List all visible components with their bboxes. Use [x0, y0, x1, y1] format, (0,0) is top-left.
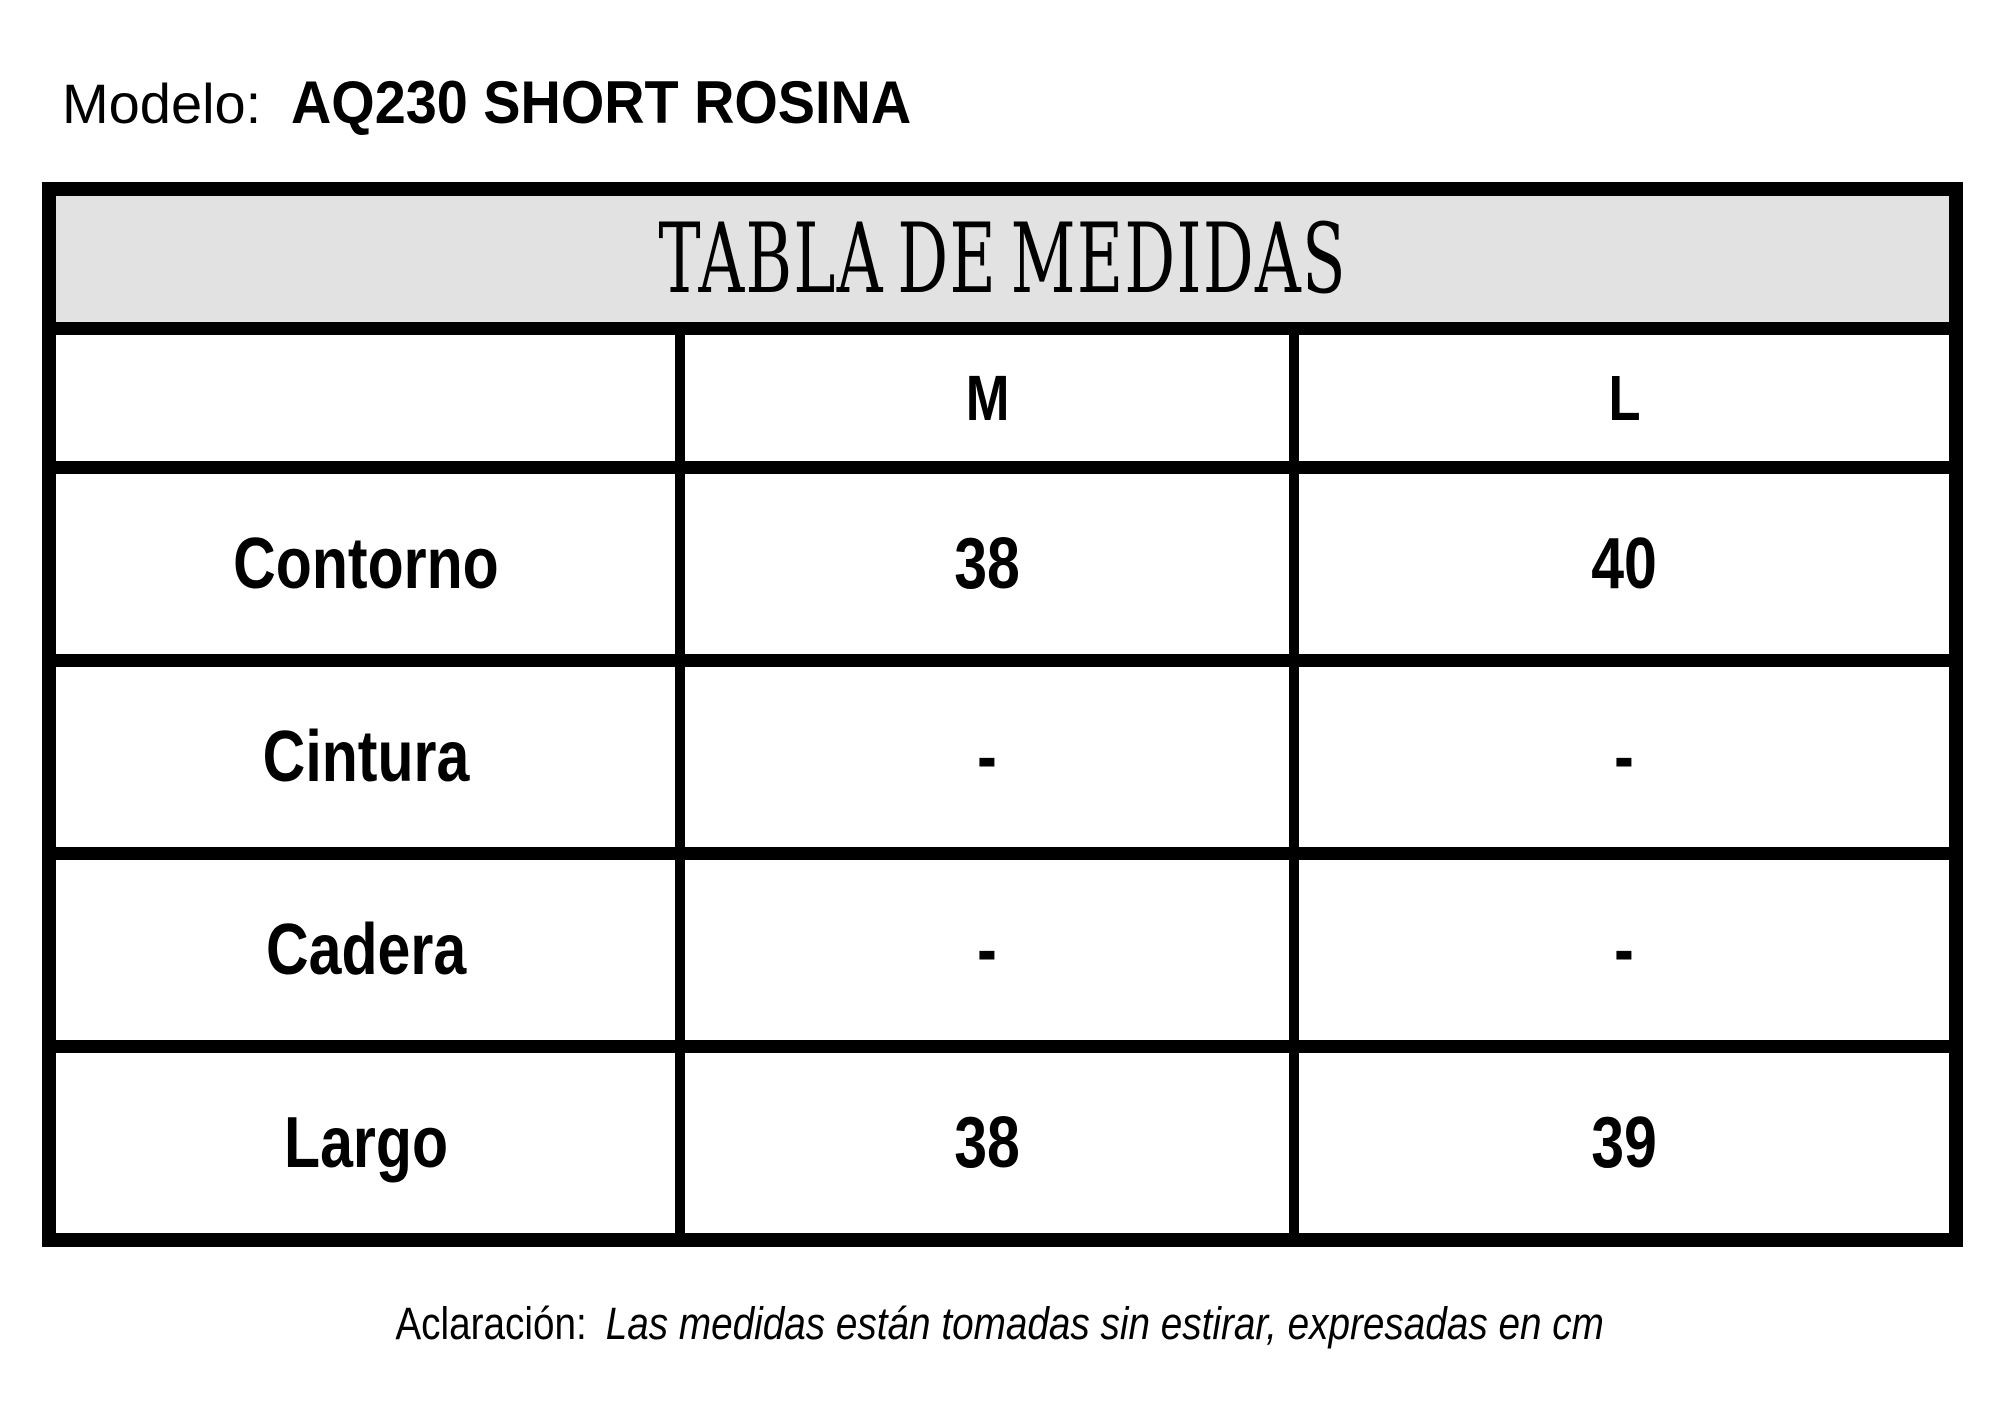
value-m: -: [977, 717, 998, 797]
footnote-text: Las medidas están tomadas sin estirar, expresadas en cm: [606, 1298, 1605, 1349]
footnote: [0, 1298, 2000, 1350]
row-label-cell: [49, 661, 680, 854]
table-row-largo: [49, 1047, 1956, 1241]
value-l: -: [1614, 910, 1634, 990]
value-cell-m: [680, 854, 1294, 1047]
value-cell-m: [680, 1047, 1294, 1241]
value-cell-l: [1294, 661, 1956, 854]
table-row-cintura: [49, 661, 1956, 854]
row-label: Largo: [283, 1103, 448, 1183]
row-label-cell: [49, 854, 680, 1047]
row-label-cell: [49, 468, 680, 661]
value-cell-l: [1294, 1047, 1956, 1241]
value-cell-m: [680, 468, 1294, 661]
value-cell-m: [680, 661, 1294, 854]
table-row-contorno: [49, 468, 1956, 661]
row-label: Cintura: [262, 717, 469, 797]
row-label-cell: [49, 1047, 680, 1241]
model-value: AQ230 SHORT ROSINA: [291, 69, 912, 136]
value-l: 40: [1591, 524, 1657, 604]
model-label: Modelo:: [62, 72, 262, 135]
size-col-m-label: M: [965, 362, 1010, 434]
row-label: Contorno: [232, 524, 499, 604]
table-title-cell: [49, 189, 1956, 329]
corner-cell: [49, 329, 680, 468]
table-title-row: [49, 189, 1956, 329]
row-label: Cadera: [265, 910, 466, 990]
value-m: 38: [954, 524, 1021, 604]
value-cell-l: [1294, 468, 1956, 661]
footnote-inner: [396, 1298, 1604, 1350]
size-table: [42, 182, 1963, 1247]
table-row-cadera: [49, 854, 1956, 1047]
value-m: -: [977, 910, 998, 990]
footnote-label: Aclaración:: [395, 1298, 588, 1349]
size-col-l-label: L: [1608, 362, 1641, 434]
size-header-row: [49, 329, 1956, 468]
table-title: TABLA DE MEDIDAS: [658, 203, 1347, 315]
size-col-l: [1294, 329, 1956, 468]
size-col-m: [680, 329, 1294, 468]
model-line: [62, 68, 958, 137]
value-cell-l: [1294, 854, 1956, 1047]
value-m: 38: [954, 1103, 1021, 1183]
value-l: 39: [1591, 1103, 1657, 1183]
value-l: -: [1614, 717, 1634, 797]
